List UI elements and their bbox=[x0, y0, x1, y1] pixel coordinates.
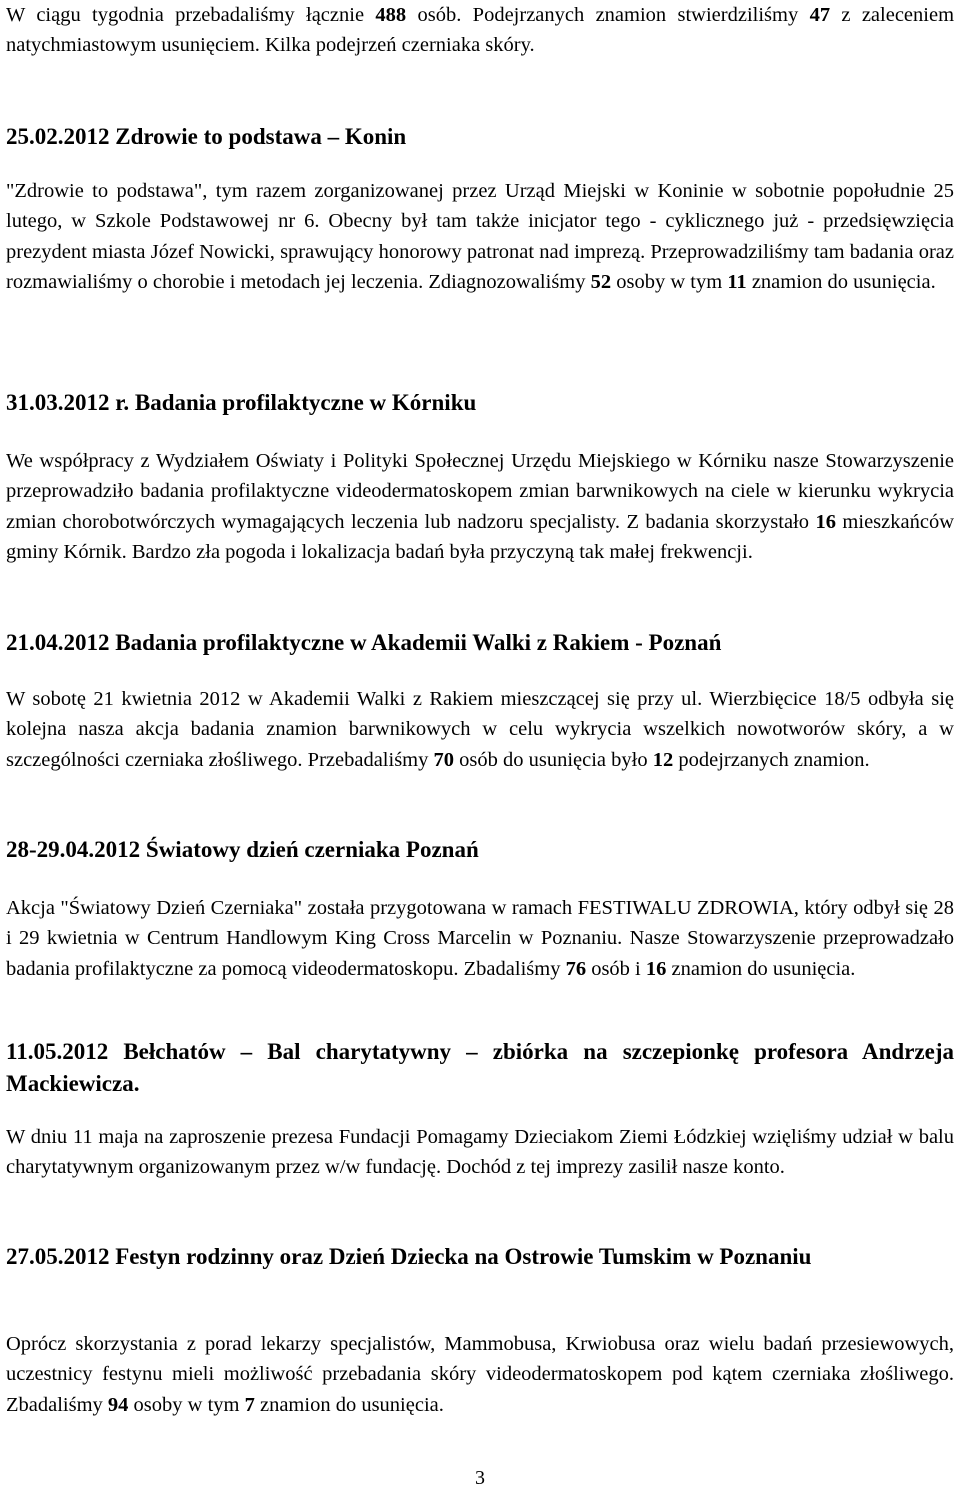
count-removal: 7 bbox=[244, 1393, 255, 1416]
section-heading-festyn: 27.05.2012 Festyn rodzinny oraz Dzień Dziecka na Ostrowie Tumskim w Poznaniu bbox=[6, 1244, 812, 1269]
text: "Zdrowie to podstawa", tym razem zorganizowanej przez Urząd Miejski w Koninie w sobotnie popołudnie 25 lutego, w Szkole Podstawowej nr 6. Obecny był tam także inicjator tego - cyklicznego już - przedsięwzięcia prezydent miasta Józef Nowicki, sprawujący honorowy patronat nad imprezą. Przeprowadziliśmy tam badania oraz rozmawialiśmy o chorobie i metodach jej leczenia. Zdiagnozowaliśmy bbox=[6, 180, 954, 293]
count-examined: 94 bbox=[107, 1393, 129, 1416]
text: podejrzanych znamion. bbox=[673, 748, 870, 771]
text: z zaleceniem natychmiastowym usunięciem. Kilka podejrzeń czerniaka skóry. bbox=[6, 4, 955, 57]
section-body-festyn bbox=[6, 1329, 954, 1420]
section-heading-akademia: 21.04.2012 Badania profilaktyczne w Akademii Walki z Rakiem - Poznań bbox=[6, 630, 722, 655]
count-examined: 488 bbox=[375, 4, 407, 26]
count-examined: 70 bbox=[433, 748, 454, 771]
text: Oprócz skorzystania z porad lekarzy specjalistów, Mammobusa, Krwiobusa oraz wielu badań przesiewowych, uczestnicy festynu mieli możliwość przebadania skóry videodermatoskopem pod kątem czerniaka złośliwego. Zbadaliśmy bbox=[6, 1333, 954, 1416]
text: znamion do usunięcia. bbox=[746, 270, 936, 293]
count-suspicious: 47 bbox=[809, 4, 831, 26]
section-body-akademia bbox=[6, 684, 954, 775]
text: osoby w tym bbox=[128, 1393, 245, 1416]
section-body-swiatowy bbox=[6, 893, 954, 984]
text: We współpracy z Wydziałem Oświaty i Polityki Społecznej Urzędu Miejskiego w Kórniku nasze Stowarzyszenie przeprowadziło badania profilaktyczne videodermatoskopem zmian barwnikowych na ciele w kierunku wykrycia zmian chorobotwórczych wymagających leczenia lub nadzoru specjalisty. Z badania skorzystało bbox=[6, 450, 954, 533]
section-heading-swiatowy: 28-29.04.2012 Światowy dzień czerniaka Poznań bbox=[6, 837, 479, 862]
text: osób do usunięcia było bbox=[454, 748, 653, 771]
count-examined: 76 bbox=[565, 957, 587, 980]
section-body-belchatow bbox=[6, 1122, 954, 1183]
text: Akcja "Światowy Dzień Czerniaka" została przygotowana w ramach FESTIWALU ZDROWIA, który odbył się 28 i 29 kwietnia w Centrum Handlowym King Cross Marcelin w Poznaniu. Nasze Stowarzyszenie przeprowadzało badania profilaktyczne za pomocą videodermatoskopu. Zbadaliśmy bbox=[6, 897, 954, 980]
intro-paragraph bbox=[6, 0, 954, 61]
text: W dniu 11 maja na zaproszenie prezesa Fundacji Pomagamy Dzieciakom Ziemi Łódzkiej wzięliśmy udział w balu charytatywnym organizowanym przez w/w fundację. Dochód z tej imprezy zasilił nasze konto. bbox=[6, 1126, 954, 1179]
count-residents: 16 bbox=[815, 510, 836, 533]
section-heading-kornik: 31.03.2012 r. Badania profilaktyczne w Kórniku bbox=[6, 390, 477, 415]
page-number: 3 bbox=[475, 1467, 485, 1489]
count-removal: 16 bbox=[645, 957, 667, 980]
section-body-konin bbox=[6, 176, 954, 297]
section-heading-konin: 25.02.2012 Zdrowie to podstawa – Konin bbox=[6, 124, 407, 149]
count-removal: 11 bbox=[727, 270, 747, 293]
text: osoby w tym bbox=[611, 270, 728, 293]
section-body-kornik bbox=[6, 446, 954, 567]
section-heading-belchatow: 11.05.2012 Bełchatów – Bal charytatywny – zbiórka na szczepionkę profesora Andrzeja Mackiewicza. bbox=[6, 1039, 954, 1096]
count-diagnosed: 52 bbox=[590, 270, 612, 293]
text: osób i bbox=[586, 957, 646, 980]
text: W sobotę 21 kwietnia 2012 w Akademii Walki z Rakiem mieszczącej się przy ul. Wierzbięcice 18/5 odbyła się kolejna nasza akcja badania znamion barwnikowych w celu wykrycia wszelkich nowotworów skóry, a w szczególności czerniaka złośliwego. Przebadaliśmy bbox=[6, 688, 954, 771]
text: osób. Podejrzanych znamion stwierdziliśmy bbox=[406, 4, 810, 26]
text: znamion do usunięcia. bbox=[666, 957, 856, 980]
text: mieszkańców gminy Kórnik. Bardzo zła pogoda i lokalizacja badań była przyczyną tak małej frekwencji. bbox=[6, 510, 954, 563]
count-suspicious: 12 bbox=[652, 748, 674, 771]
text: znamion do usunięcia. bbox=[254, 1393, 444, 1416]
text: W ciągu tygodnia przebadaliśmy łącznie bbox=[6, 4, 376, 26]
